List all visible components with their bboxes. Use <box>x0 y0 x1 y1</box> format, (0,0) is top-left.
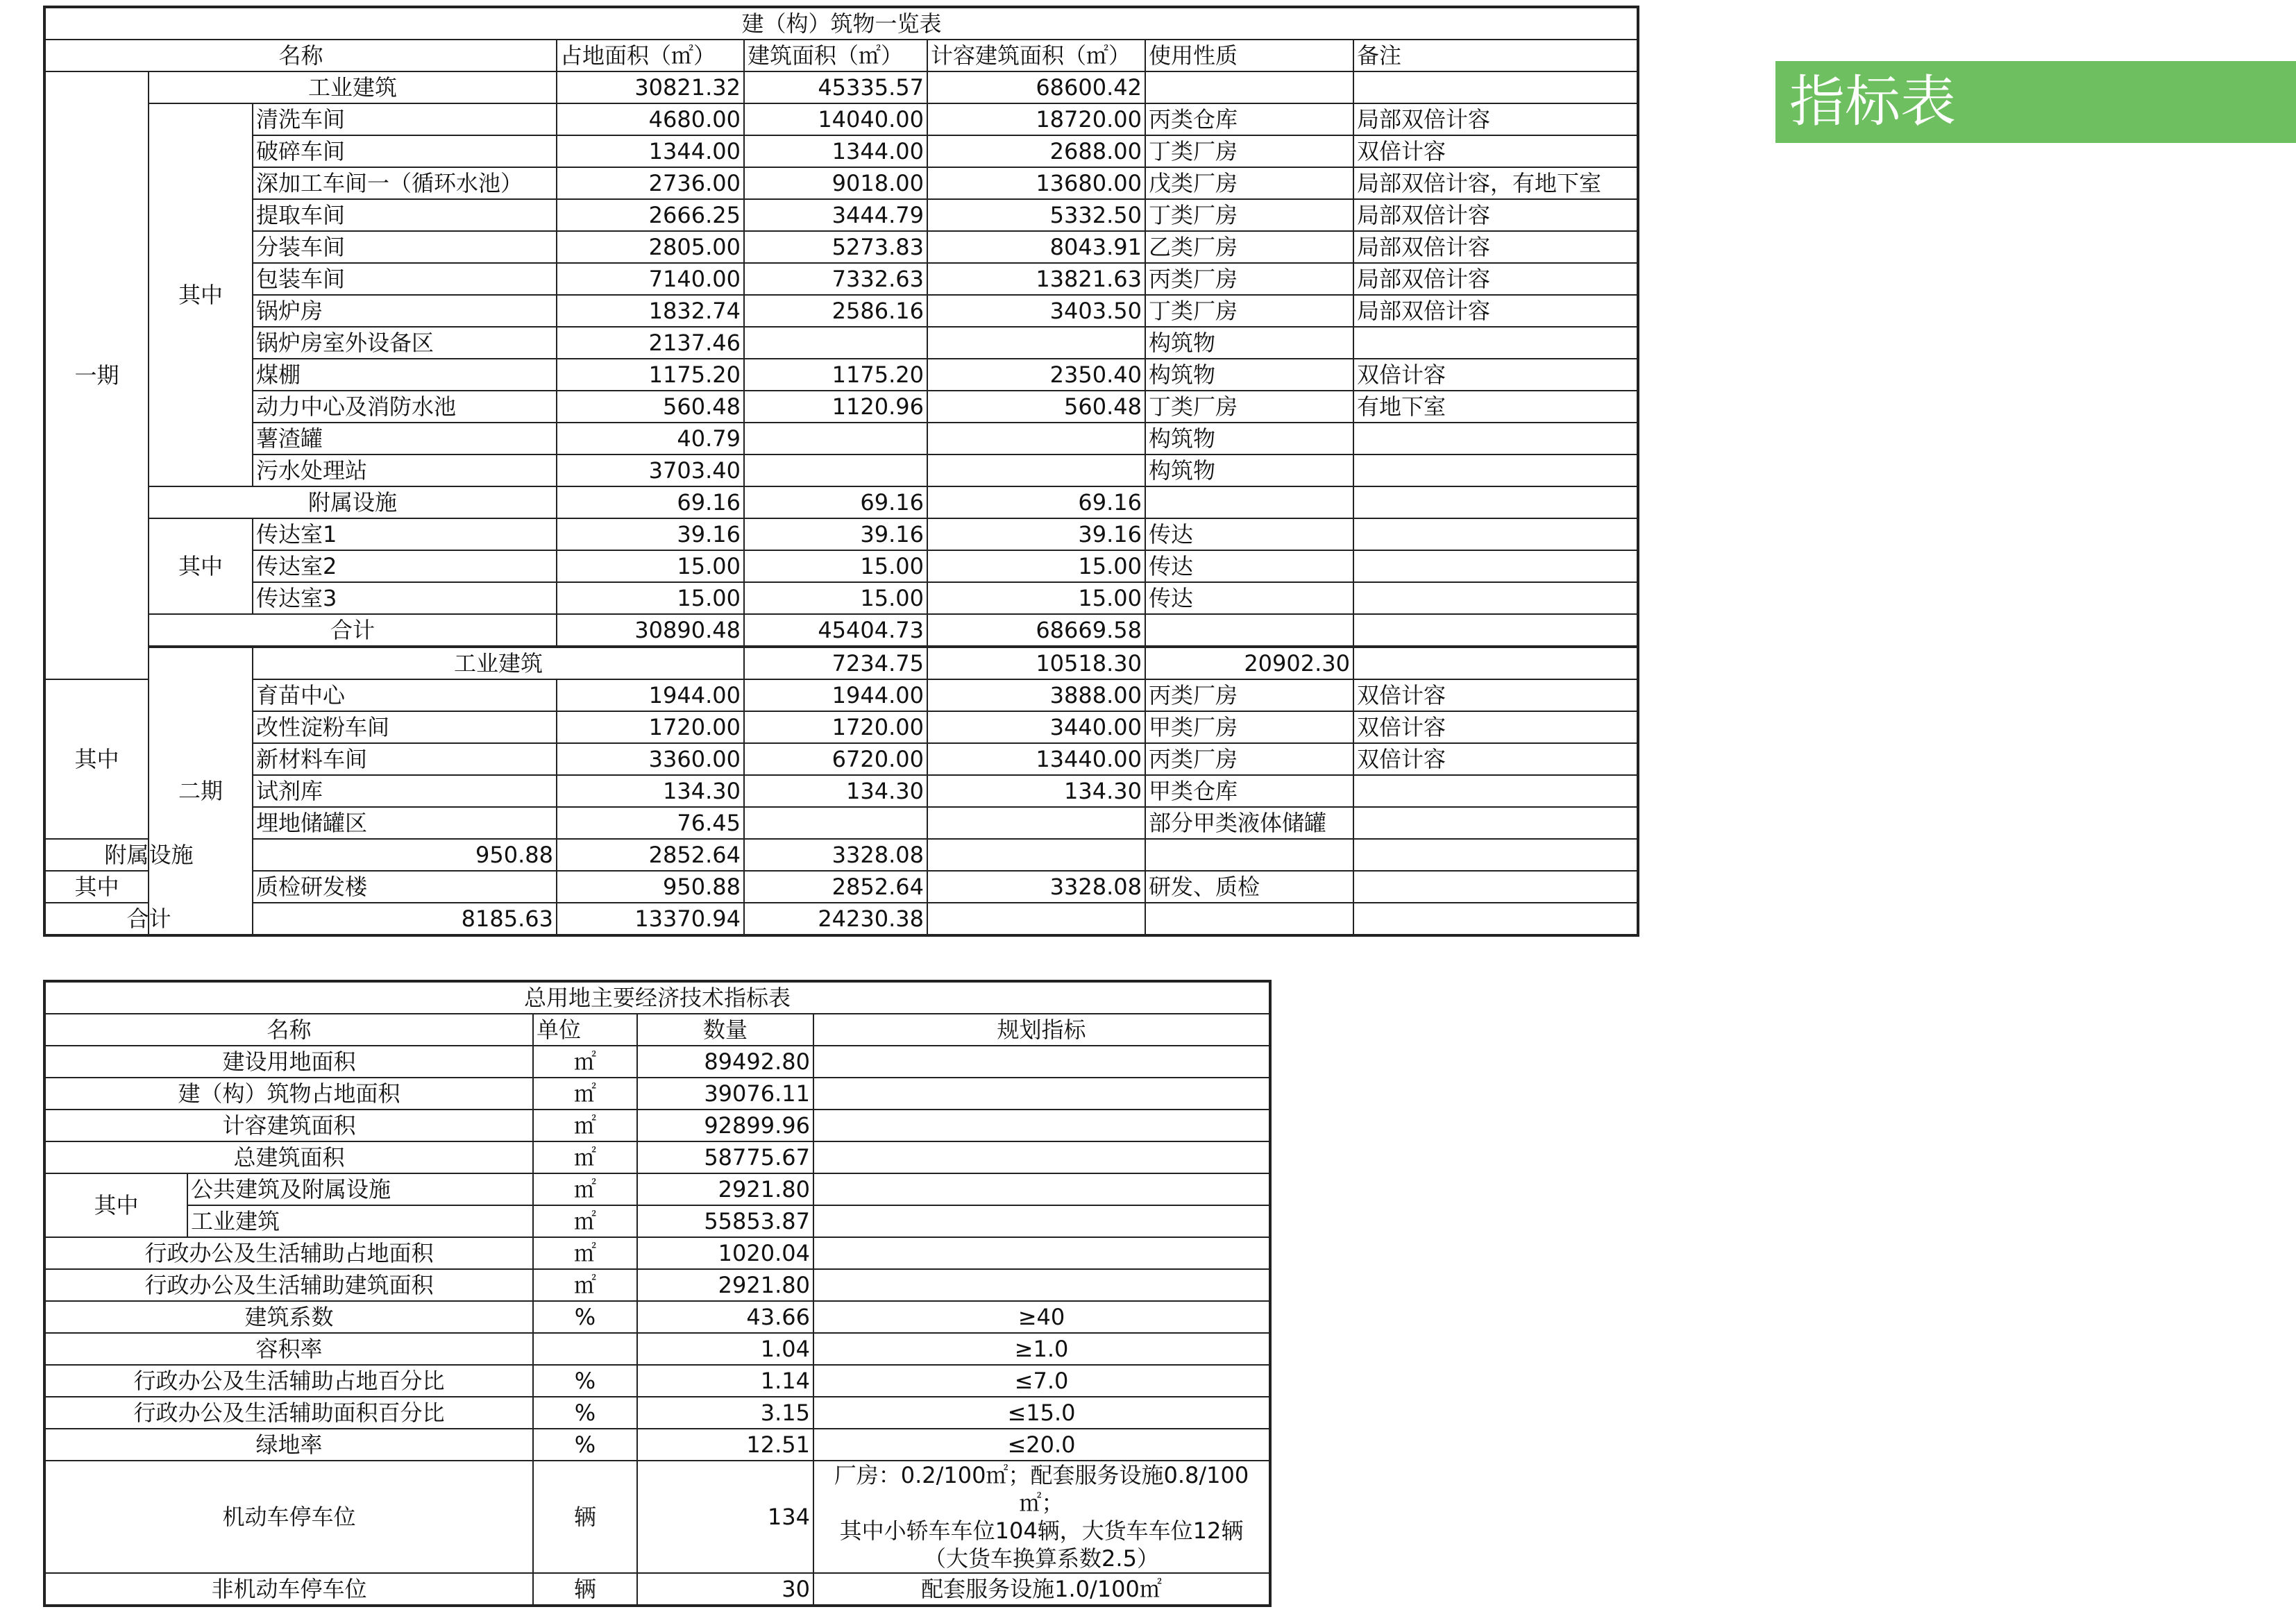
cell-use <box>927 839 1145 871</box>
cell-build: 45404.73 <box>744 614 927 647</box>
header-name: 名称 <box>44 40 557 71</box>
cell-name: 质检研发楼 <box>253 871 557 903</box>
cell-qty: 1.14 <box>637 1365 813 1397</box>
table-row <box>44 1461 1270 1573</box>
cell-build: 3444.79 <box>744 199 927 231</box>
cell-use <box>1145 614 1353 647</box>
table-row <box>44 1365 1270 1397</box>
cell-name: 附属设施 <box>44 839 253 871</box>
cell-target <box>813 1078 1270 1110</box>
cell-qty: 1.04 <box>637 1333 813 1365</box>
cell-build: 39.16 <box>744 518 927 550</box>
cell-area: 560.48 <box>557 391 744 423</box>
table-row <box>44 518 1638 550</box>
cell-far: 3440.00 <box>927 711 1145 743</box>
cell-note <box>1353 486 1638 518</box>
phase1-sub-label: 其中 <box>149 103 253 486</box>
cell-use: 研发、质检 <box>1145 871 1353 903</box>
cell-note: 双倍计容 <box>1353 711 1638 743</box>
cell-far: 560.48 <box>927 391 1145 423</box>
indicator-table-badge: 指标表 <box>1775 61 2296 143</box>
table-row <box>44 1141 1270 1173</box>
header-note: 备注 <box>1353 40 1638 71</box>
cell-name: 深加工车间一（循环水池） <box>253 167 557 199</box>
cell-area: 8185.63 <box>253 903 557 935</box>
table-row <box>44 711 1638 743</box>
cell-target <box>813 1173 1270 1205</box>
table-row <box>44 1573 1270 1606</box>
cell-unit: ㎡ <box>533 1173 637 1205</box>
cell-unit: 辆 <box>533 1461 637 1573</box>
cell-far: 5332.50 <box>927 199 1145 231</box>
header-land-area: 占地面积（㎡） <box>557 40 744 71</box>
cell-name: 提取车间 <box>253 199 557 231</box>
cell-use: 乙类厂房 <box>1145 231 1353 263</box>
cell-name: 行政办公及生活辅助面积百分比 <box>44 1397 533 1429</box>
cell-qty: 1020.04 <box>637 1237 813 1269</box>
cell-use: 甲类厂房 <box>1145 711 1353 743</box>
table-row <box>44 231 1638 263</box>
cell-area: 15.00 <box>557 582 744 614</box>
cell-use: 丙类厂房 <box>1145 679 1353 711</box>
cell-unit: ㎡ <box>533 1078 637 1110</box>
cell-name: 建（构）筑物占地面积 <box>44 1078 533 1110</box>
cell-far <box>927 454 1145 486</box>
cell-use <box>1353 647 1638 679</box>
cell-name: 公共建筑及附属设施 <box>187 1173 533 1205</box>
buildings-table-title: 建（构）筑物一览表 <box>44 7 1638 40</box>
cell-name: 动力中心及消防水池 <box>253 391 557 423</box>
indicators-table-title: 总用地主要经济技术指标表 <box>44 981 1270 1014</box>
cell-area: 1720.00 <box>557 711 744 743</box>
cell-unit: ㎡ <box>533 1110 637 1141</box>
cell-qty: 134 <box>637 1461 813 1573</box>
cell-target: ≤15.0 <box>813 1397 1270 1429</box>
cell-name: 传达室2 <box>253 550 557 582</box>
cell-note <box>1353 775 1638 807</box>
cell-name: 包装车间 <box>253 263 557 295</box>
cell-name: 行政办公及生活辅助占地面积 <box>44 1237 533 1269</box>
cell-qty: 12.51 <box>637 1429 813 1461</box>
phase2-label: 二期 <box>149 647 253 935</box>
cell-note <box>1353 71 1638 103</box>
cell-unit <box>533 1333 637 1365</box>
cell-far <box>927 423 1145 454</box>
cell-note: 双倍计容 <box>1353 743 1638 775</box>
cell-use: 戊类厂房 <box>1145 167 1353 199</box>
cell-note <box>1353 423 1638 454</box>
cell-name: 锅炉房 <box>253 295 557 327</box>
cell-far: 69.16 <box>927 486 1145 518</box>
cell-far: 13440.00 <box>927 743 1145 775</box>
cell-note <box>1145 839 1353 871</box>
cell-far: 2688.00 <box>927 135 1145 167</box>
cell-far <box>927 807 1145 839</box>
table-row <box>44 1205 1270 1237</box>
table-row-total <box>44 614 1638 647</box>
cell-build: 15.00 <box>744 582 927 614</box>
cell-far: 3403.50 <box>927 295 1145 327</box>
cell-note <box>1353 614 1638 647</box>
cell-use: 构筑物 <box>1145 359 1353 391</box>
table-row <box>44 327 1638 359</box>
cell-name: 行政办公及生活辅助建筑面积 <box>44 1269 533 1301</box>
cell-target <box>813 1110 1270 1141</box>
table-row <box>44 71 1638 103</box>
cell-name: 锅炉房室外设备区 <box>253 327 557 359</box>
cell-use: 传达 <box>1145 550 1353 582</box>
table-row <box>44 839 1638 871</box>
cell-target: ≤7.0 <box>813 1365 1270 1397</box>
cell-area: 134.30 <box>557 775 744 807</box>
indicators-table <box>43 980 1272 1607</box>
cell-area: 2805.00 <box>557 231 744 263</box>
cell-build: 134.30 <box>744 775 927 807</box>
cell-note: 双倍计容 <box>1353 679 1638 711</box>
cell-target <box>813 1141 1270 1173</box>
cell-far: 13821.63 <box>927 263 1145 295</box>
parking-target-line: 其中小轿车车位104辆，大货车车位12辆 <box>839 1518 1244 1544</box>
cell-qty: 43.66 <box>637 1301 813 1333</box>
cell-name: 薯渣罐 <box>253 423 557 454</box>
cell-use: 丁类厂房 <box>1145 391 1353 423</box>
cell-far: 39.16 <box>927 518 1145 550</box>
cell-far: 24230.38 <box>744 903 927 935</box>
cell-build: 15.00 <box>744 550 927 582</box>
cell-use <box>1145 486 1353 518</box>
cell-build: 1120.96 <box>744 391 927 423</box>
cell-name: 计容建筑面积 <box>44 1110 533 1141</box>
cell-target: ≥40 <box>813 1301 1270 1333</box>
cell-unit: % <box>533 1301 637 1333</box>
cell-note: 有地下室 <box>1353 391 1638 423</box>
cell-note <box>1353 454 1638 486</box>
cell-area: 30890.48 <box>557 614 744 647</box>
cell-target: ≤20.0 <box>813 1429 1270 1461</box>
header-far-area: 计容建筑面积（㎡） <box>927 40 1145 71</box>
cell-note: 双倍计容 <box>1353 359 1638 391</box>
phase1-aux-sub-label: 其中 <box>149 518 253 614</box>
cell-qty: 55853.87 <box>637 1205 813 1237</box>
cell-build <box>744 454 927 486</box>
table-row <box>44 550 1638 582</box>
buildings-header-row <box>44 40 1638 71</box>
cell-unit: % <box>533 1365 637 1397</box>
cell-target <box>813 1269 1270 1301</box>
cell-name: 传达室1 <box>253 518 557 550</box>
cell-name: 破碎车间 <box>253 135 557 167</box>
cell-note <box>1353 871 1638 903</box>
cell-far: 3328.08 <box>927 871 1145 903</box>
cell-name: 建设用地面积 <box>44 1046 533 1078</box>
cell-build: 6720.00 <box>744 743 927 775</box>
cell-target: 配套服务设施1.0/100㎡ <box>813 1573 1270 1606</box>
cell-name: 总建筑面积 <box>44 1141 533 1173</box>
table-row <box>44 647 1638 679</box>
cell-name: 机动车停车位 <box>44 1461 533 1573</box>
cell-note <box>1353 518 1638 550</box>
table-row-total <box>44 903 1638 935</box>
cell-name: 工业建筑 <box>149 71 557 103</box>
cell-qty: 30 <box>637 1573 813 1606</box>
cell-name: 煤棚 <box>253 359 557 391</box>
cell-use: 构筑物 <box>1145 454 1353 486</box>
table-row <box>44 1173 1270 1205</box>
cell-far: 8043.91 <box>927 231 1145 263</box>
cell-use: 传达 <box>1145 582 1353 614</box>
cell-use: 构筑物 <box>1145 327 1353 359</box>
cell-area: 2137.46 <box>557 327 744 359</box>
table-row <box>44 1110 1270 1141</box>
parking-target-line: （大货车换算系数2.5） <box>924 1545 1159 1572</box>
cell-note <box>1353 807 1638 839</box>
cell-use <box>1145 71 1353 103</box>
cell-area: 7140.00 <box>557 263 744 295</box>
cell-build: 1175.20 <box>744 359 927 391</box>
cell-name: 埋地储罐区 <box>253 807 557 839</box>
cell-note: 双倍计容 <box>1353 135 1638 167</box>
cell-name: 改性淀粉车间 <box>253 711 557 743</box>
cell-note: 局部双倍计容 <box>1353 295 1638 327</box>
cell-qty: 92899.96 <box>637 1110 813 1141</box>
cell-qty: 2921.80 <box>637 1173 813 1205</box>
table-row <box>44 1397 1270 1429</box>
cell-name: 污水处理站 <box>253 454 557 486</box>
cell-use: 丙类厂房 <box>1145 743 1353 775</box>
cell-name: 行政办公及生活辅助占地百分比 <box>44 1365 533 1397</box>
cell-build: 14040.00 <box>744 103 927 135</box>
cell-area: 3703.40 <box>557 454 744 486</box>
cell-target <box>813 1046 1270 1078</box>
cell-qty: 2921.80 <box>637 1269 813 1301</box>
cell-build <box>744 327 927 359</box>
cell-use: 部分甲类液体储罐 <box>1145 807 1353 839</box>
header-name: 名称 <box>44 1014 533 1046</box>
cell-build: 1344.00 <box>744 135 927 167</box>
cell-target <box>813 1461 1270 1573</box>
table-row <box>44 103 1638 135</box>
cell-build: 45335.57 <box>744 71 927 103</box>
cell-unit: ㎡ <box>533 1237 637 1269</box>
table-row <box>44 807 1638 839</box>
cell-use: 丙类仓库 <box>1145 103 1353 135</box>
cell-name: 试剂库 <box>253 775 557 807</box>
cell-name: 非机动车停车位 <box>44 1573 533 1606</box>
cell-use: 构筑物 <box>1145 423 1353 454</box>
cell-area: 39.16 <box>557 518 744 550</box>
cell-far: 68669.58 <box>927 614 1145 647</box>
cell-far: 15.00 <box>927 582 1145 614</box>
cell-build: 1944.00 <box>744 679 927 711</box>
table-row <box>44 295 1638 327</box>
table-row <box>44 486 1638 518</box>
table-row <box>44 1269 1270 1301</box>
cell-build: 13370.94 <box>557 903 744 935</box>
cell-note: 局部双倍计容 <box>1353 199 1638 231</box>
cell-qty: 3.15 <box>637 1397 813 1429</box>
cell-area: 1944.00 <box>557 679 744 711</box>
table-row <box>44 775 1638 807</box>
cell-area: 2666.25 <box>557 199 744 231</box>
cell-note: 局部双倍计容 <box>1353 103 1638 135</box>
cell-use: 丁类厂房 <box>1145 199 1353 231</box>
table-row <box>44 1237 1270 1269</box>
cell-area: 15.00 <box>557 550 744 582</box>
cell-far: 3328.08 <box>744 839 927 871</box>
table-row <box>44 359 1638 391</box>
cell-build: 1720.00 <box>744 711 927 743</box>
phase2-aux-sub-label: 其中 <box>44 871 149 903</box>
cell-far <box>927 327 1145 359</box>
indicators-header-row <box>44 1014 1270 1046</box>
indicators-sub-label: 其中 <box>44 1173 187 1237</box>
cell-build: 2586.16 <box>744 295 927 327</box>
cell-unit: 辆 <box>533 1573 637 1606</box>
cell-far: 15.00 <box>927 550 1145 582</box>
cell-use: 丙类厂房 <box>1145 263 1353 295</box>
cell-name: 合计 <box>149 614 557 647</box>
header-use: 使用性质 <box>1145 40 1353 71</box>
cell-build: 7332.63 <box>744 263 927 295</box>
cell-name: 分装车间 <box>253 231 557 263</box>
cell-use: 传达 <box>1145 518 1353 550</box>
header-build-area: 建筑面积（㎡） <box>744 40 927 71</box>
cell-area: 1175.20 <box>557 359 744 391</box>
cell-name: 传达室3 <box>253 582 557 614</box>
cell-area: 1832.74 <box>557 295 744 327</box>
cell-note <box>1353 550 1638 582</box>
cell-note: 局部双倍计容 <box>1353 263 1638 295</box>
cell-far: 20902.30 <box>1145 647 1353 679</box>
table-row <box>44 199 1638 231</box>
table-row <box>44 1078 1270 1110</box>
cell-area: 3360.00 <box>557 743 744 775</box>
cell-unit: ㎡ <box>533 1269 637 1301</box>
phase2-sub-label: 其中 <box>44 679 149 839</box>
cell-area: 2736.00 <box>557 167 744 199</box>
cell-far: 134.30 <box>927 775 1145 807</box>
cell-area: 30821.32 <box>557 71 744 103</box>
table-row <box>44 135 1638 167</box>
cell-area: 69.16 <box>557 486 744 518</box>
cell-name: 容积率 <box>44 1333 533 1365</box>
table-row <box>44 423 1638 454</box>
cell-note: 局部双倍计容，有地下室 <box>1353 167 1638 199</box>
cell-use <box>927 903 1145 935</box>
cell-unit: ㎡ <box>533 1046 637 1078</box>
table-row <box>44 1301 1270 1333</box>
cell-area: 76.45 <box>557 807 744 839</box>
header-qty: 数量 <box>637 1014 813 1046</box>
cell-use: 甲类仓库 <box>1145 775 1353 807</box>
cell-far: 2350.40 <box>927 359 1145 391</box>
cell-build: 5273.83 <box>744 231 927 263</box>
cell-qty: 89492.80 <box>637 1046 813 1078</box>
cell-far: 68600.42 <box>927 71 1145 103</box>
buildings-table <box>43 6 1639 937</box>
cell-build: 10518.30 <box>927 647 1145 679</box>
cell-name: 育苗中心 <box>253 679 557 711</box>
table-row <box>44 1333 1270 1365</box>
table-row <box>44 582 1638 614</box>
cell-build: 9018.00 <box>744 167 927 199</box>
table-row <box>44 167 1638 199</box>
cell-name: 绿地率 <box>44 1429 533 1461</box>
cell-note: 局部双倍计容 <box>1353 231 1638 263</box>
cell-use: 丁类厂房 <box>1145 135 1353 167</box>
cell-far: 18720.00 <box>927 103 1145 135</box>
cell-target <box>813 1237 1270 1269</box>
table-row <box>44 391 1638 423</box>
cell-qty: 58775.67 <box>637 1141 813 1173</box>
table-row <box>44 263 1638 295</box>
cell-build: 2852.64 <box>557 839 744 871</box>
cell-build: 69.16 <box>744 486 927 518</box>
cell-far: 13680.00 <box>927 167 1145 199</box>
table-row <box>44 1429 1270 1461</box>
cell-unit: % <box>533 1429 637 1461</box>
cell-area: 40.79 <box>557 423 744 454</box>
table-row <box>44 454 1638 486</box>
cell-name: 工业建筑 <box>187 1205 533 1237</box>
cell-name: 附属设施 <box>149 486 557 518</box>
cell-area: 7234.75 <box>744 647 927 679</box>
cell-far: 3888.00 <box>927 679 1145 711</box>
cell-area: 950.88 <box>253 839 557 871</box>
header-target: 规划指标 <box>813 1014 1270 1046</box>
cell-target: ≥1.0 <box>813 1333 1270 1365</box>
cell-area: 1344.00 <box>557 135 744 167</box>
cell-unit: ㎡ <box>533 1205 637 1237</box>
cell-unit: % <box>533 1397 637 1429</box>
table-row <box>44 871 1638 903</box>
cell-unit: ㎡ <box>533 1141 637 1173</box>
cell-build <box>744 807 927 839</box>
cell-area: 950.88 <box>557 871 744 903</box>
phase1-label: 一期 <box>44 71 149 679</box>
parking-target-line: 厂房：0.2/100㎡；配套服务设施0.8/100㎡； <box>834 1462 1249 1516</box>
table-row <box>44 743 1638 775</box>
cell-note <box>1353 327 1638 359</box>
table-row <box>44 679 1638 711</box>
cell-name: 合计 <box>44 903 253 935</box>
table-row <box>44 1046 1270 1078</box>
cell-qty: 39076.11 <box>637 1078 813 1110</box>
cell-build <box>744 423 927 454</box>
cell-name: 建筑系数 <box>44 1301 533 1333</box>
cell-name: 新材料车间 <box>253 743 557 775</box>
cell-note <box>1353 582 1638 614</box>
cell-target <box>813 1205 1270 1237</box>
cell-note <box>1145 903 1353 935</box>
cell-name: 工业建筑 <box>253 647 744 679</box>
cell-use: 丁类厂房 <box>1145 295 1353 327</box>
header-unit: 单位 <box>533 1014 637 1046</box>
cell-build: 2852.64 <box>744 871 927 903</box>
cell-area: 4680.00 <box>557 103 744 135</box>
cell-name: 清洗车间 <box>253 103 557 135</box>
